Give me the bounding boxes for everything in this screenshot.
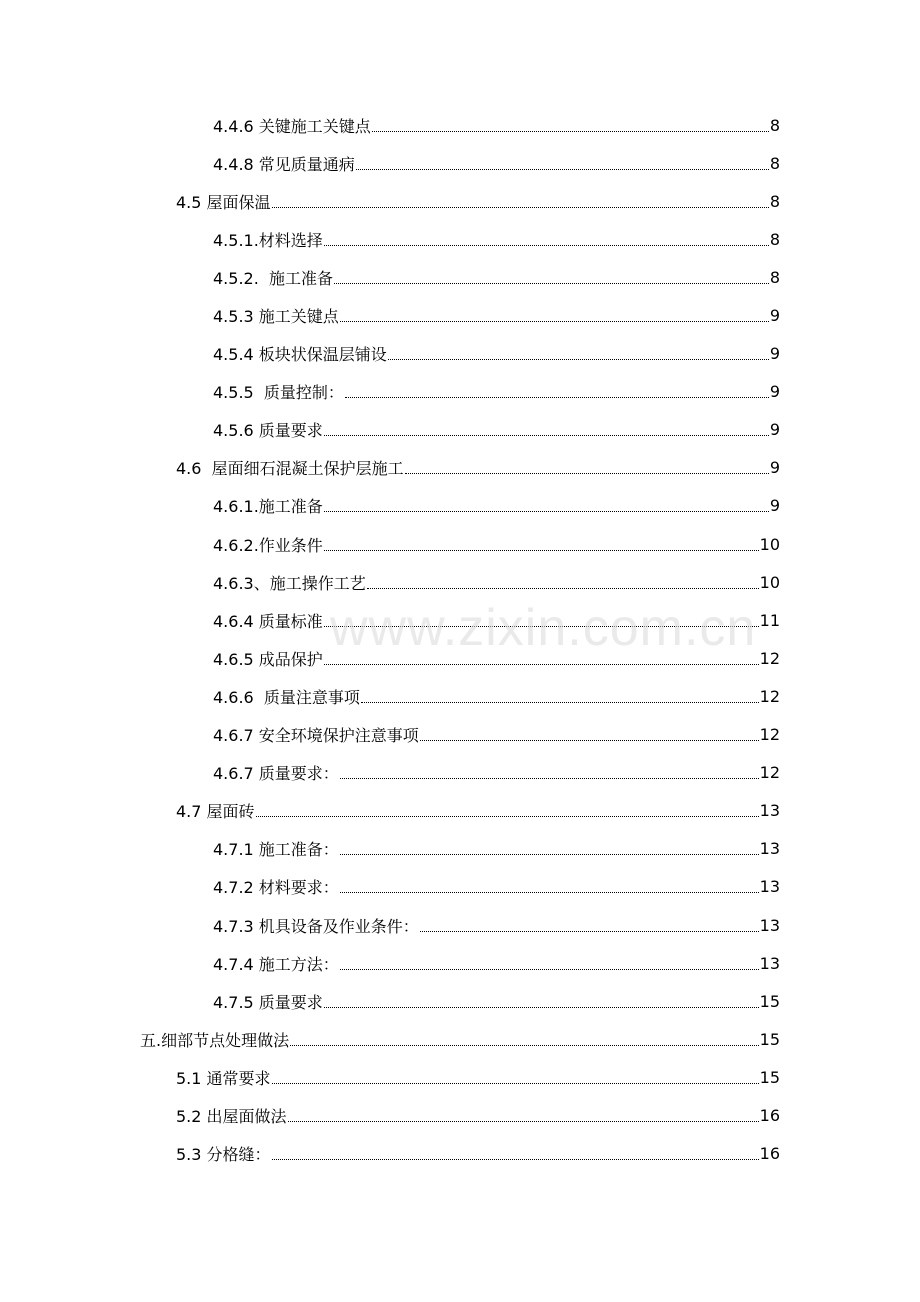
toc-entry-title: 5.1 通常要求 bbox=[176, 1068, 271, 1088]
dot-leader bbox=[420, 931, 759, 932]
toc-entry-page-number: 15 bbox=[759, 991, 780, 1011]
toc-entry[interactable] bbox=[0, 525, 920, 563]
dot-leader bbox=[324, 664, 759, 665]
toc-entry[interactable] bbox=[0, 1096, 920, 1134]
toc-entry[interactable] bbox=[0, 982, 920, 1020]
toc-entry-title: 4.6.7 质量要求： bbox=[213, 764, 339, 784]
toc-entry[interactable] bbox=[0, 754, 920, 792]
toc-entry-title: 4.5.5 质量控制： bbox=[213, 383, 344, 403]
toc-entry-title: 4.7 屋面砖 bbox=[176, 802, 255, 822]
toc-entry-title: 4.4.6 关键施工关键点 bbox=[213, 116, 371, 136]
toc-entry-page-number: 15 bbox=[759, 1029, 780, 1049]
toc-entry-title: 4.6 屋面细石混凝土保护层施工 bbox=[176, 459, 404, 479]
toc-entry-page-number: 8 bbox=[769, 267, 780, 287]
dot-leader bbox=[367, 588, 759, 589]
dot-leader bbox=[420, 740, 759, 741]
dot-leader bbox=[324, 626, 759, 627]
toc-entry-page-number: 9 bbox=[769, 458, 780, 478]
toc-entry-page-number: 8 bbox=[769, 191, 780, 211]
toc-entry-page-number: 13 bbox=[759, 915, 780, 935]
toc-entry-title: 4.5.1.材料选择 bbox=[213, 230, 323, 250]
toc-entry-page-number: 16 bbox=[759, 1144, 780, 1164]
toc-entry-title: 4.6.2.作业条件 bbox=[213, 535, 323, 555]
toc-entry-page-number: 12 bbox=[759, 763, 780, 783]
toc-entry[interactable] bbox=[0, 373, 920, 411]
dot-leader bbox=[340, 892, 759, 893]
toc-entry[interactable] bbox=[0, 220, 920, 258]
toc-entry[interactable] bbox=[0, 487, 920, 525]
dot-leader bbox=[356, 169, 769, 170]
toc-entry-page-number: 13 bbox=[759, 801, 780, 821]
toc-entry-page-number: 9 bbox=[769, 382, 780, 402]
toc-entry-title: 4.7.4 施工方法： bbox=[213, 954, 339, 974]
dot-leader bbox=[340, 778, 759, 779]
toc-entry-page-number: 9 bbox=[769, 496, 780, 516]
toc-entry[interactable] bbox=[0, 335, 920, 373]
table-of-contents bbox=[0, 106, 920, 1173]
dot-leader bbox=[324, 435, 769, 436]
toc-entry-title: 5.2 出屋面做法 bbox=[176, 1106, 287, 1126]
toc-entry-title: 4.5.4 板块状保温层铺设 bbox=[213, 345, 387, 365]
toc-entry-page-number: 12 bbox=[759, 648, 780, 668]
dot-leader bbox=[372, 131, 769, 132]
toc-entry[interactable] bbox=[0, 906, 920, 944]
toc-entry[interactable] bbox=[0, 639, 920, 677]
dot-leader bbox=[324, 1007, 759, 1008]
dot-leader bbox=[345, 397, 769, 398]
toc-entry-page-number: 9 bbox=[769, 344, 780, 364]
toc-entry-page-number: 13 bbox=[759, 953, 780, 973]
toc-entry-title: 4.7.2 材料要求： bbox=[213, 878, 339, 898]
dot-leader bbox=[340, 321, 769, 322]
toc-entry-page-number: 13 bbox=[759, 839, 780, 859]
toc-entry[interactable] bbox=[0, 1020, 920, 1058]
dot-leader bbox=[405, 473, 769, 474]
dot-leader bbox=[388, 359, 769, 360]
dot-leader bbox=[324, 245, 769, 246]
watermark: www.zixin.com.cn bbox=[330, 599, 757, 657]
toc-entry-page-number: 10 bbox=[759, 572, 780, 592]
toc-entry-title: 4.7.3 机具设备及作业条件： bbox=[213, 916, 419, 936]
dot-leader bbox=[272, 1159, 759, 1160]
toc-entry[interactable] bbox=[0, 716, 920, 754]
toc-entry-title: 4.5.2. 施工准备 bbox=[213, 268, 333, 288]
toc-entry-title: 4.6.3、施工操作工艺 bbox=[213, 573, 366, 593]
toc-entry[interactable] bbox=[0, 563, 920, 601]
toc-entry-page-number: 9 bbox=[769, 420, 780, 440]
toc-entry-title: 五.细部节点处理做法 bbox=[140, 1030, 290, 1050]
toc-entry-title: 4.5.3 施工关键点 bbox=[213, 307, 339, 327]
dot-leader bbox=[324, 511, 769, 512]
toc-entry-title: 4.6.1.施工准备 bbox=[213, 497, 323, 517]
toc-entry[interactable] bbox=[0, 944, 920, 982]
dot-leader bbox=[288, 1121, 759, 1122]
toc-entry[interactable] bbox=[0, 868, 920, 906]
toc-entry-page-number: 9 bbox=[769, 306, 780, 326]
dot-leader bbox=[340, 854, 759, 855]
toc-entry-title: 5.3 分格缝： bbox=[176, 1145, 271, 1165]
dot-leader bbox=[272, 1083, 759, 1084]
toc-entry-title: 4.6.5 成品保护 bbox=[213, 649, 323, 669]
toc-entry[interactable] bbox=[0, 144, 920, 182]
toc-entry[interactable] bbox=[0, 296, 920, 334]
dot-leader bbox=[324, 550, 759, 551]
toc-entry-page-number: 8 bbox=[769, 229, 780, 249]
toc-entry[interactable] bbox=[0, 1135, 920, 1173]
dot-leader bbox=[272, 207, 769, 208]
dot-leader bbox=[361, 702, 759, 703]
toc-entry-title: 4.6.7 安全环境保护注意事项 bbox=[213, 726, 419, 746]
toc-entry-title: 4.6.4 质量标准 bbox=[213, 611, 323, 631]
toc-entry[interactable] bbox=[0, 411, 920, 449]
toc-entry[interactable] bbox=[0, 601, 920, 639]
toc-entry[interactable] bbox=[0, 792, 920, 830]
toc-entry[interactable] bbox=[0, 106, 920, 144]
toc-entry-title: 4.6.6 质量注意事项 bbox=[213, 687, 360, 707]
toc-entry-page-number: 8 bbox=[769, 115, 780, 135]
toc-entry[interactable] bbox=[0, 677, 920, 715]
dot-leader bbox=[256, 816, 759, 817]
toc-entry[interactable] bbox=[0, 449, 920, 487]
dot-leader bbox=[340, 969, 759, 970]
toc-entry-page-number: 8 bbox=[769, 153, 780, 173]
toc-entry-page-number: 13 bbox=[759, 877, 780, 897]
toc-entry-page-number: 12 bbox=[759, 725, 780, 745]
toc-entry-page-number: 11 bbox=[759, 610, 780, 630]
toc-entry-title: 4.7.5 质量要求 bbox=[213, 992, 323, 1012]
toc-entry-title: 4.5 屋面保温 bbox=[176, 192, 271, 212]
toc-entry[interactable] bbox=[0, 182, 920, 220]
toc-entry[interactable] bbox=[0, 1058, 920, 1096]
toc-entry-page-number: 15 bbox=[759, 1067, 780, 1087]
toc-entry-page-number: 16 bbox=[759, 1105, 780, 1125]
toc-entry[interactable] bbox=[0, 258, 920, 296]
toc-entry-title: 4.4.8 常见质量通病 bbox=[213, 154, 355, 174]
toc-entry-title: 4.5.6 质量要求 bbox=[213, 421, 323, 441]
dot-leader bbox=[334, 283, 769, 284]
dot-leader bbox=[290, 1045, 759, 1046]
toc-entry-title: 4.7.1 施工准备： bbox=[213, 840, 339, 860]
toc-entry-page-number: 12 bbox=[759, 686, 780, 706]
toc-entry-page-number: 10 bbox=[759, 534, 780, 554]
toc-entry[interactable] bbox=[0, 830, 920, 868]
